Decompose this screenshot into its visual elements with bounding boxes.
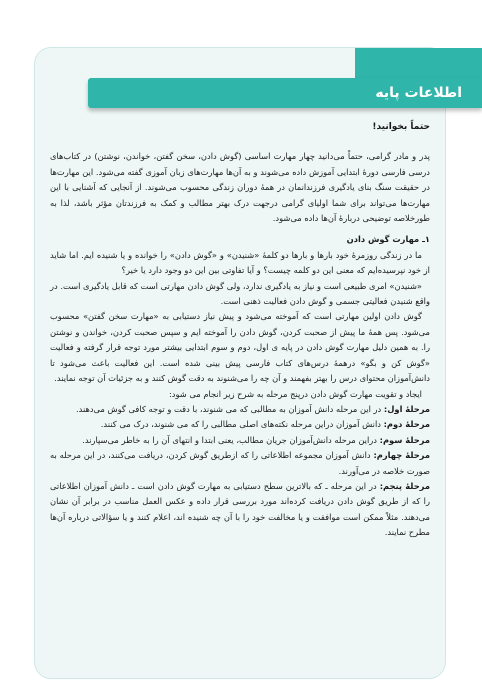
stage-label: مرحلهٔ اول: [383,403,430,414]
stage-item [50,479,430,541]
intro-paragraph: پدر و مادر گرامی، حتماً می‌دانید چهار مهارت اساسی (گوش دادن، سخن گفتن، خواندن، نوشتن) در کتاب‌های درسی فارسی دورهٔ ابتدایی آموزش داده می‌شوند و به آن‌ها مهارت‌های زبان آموزی گفته می‌شود. این مهارت‌ها در حقیقت سنگ بنای یادگیری فرزندانمان در همهٔ دوران زندگی محسوب می‌شوند. از آنجایی که آشنایی با این مهارت‌ها می‌تواند برای شما اولیای گرامی درجهت درک بهتر مطالب و کمک به فرزندتان مؤثر باشد، لذا به طورخلاصه توضیحی دربارهٔ آن‌ها داده می‌شود. [50,151,430,224]
header-bar [88,78,482,108]
section-title: ۱ـ مهارت گوش دادن [346,234,430,245]
paragraph-1: ما در زندگی روزمرهٔ خود بارها و بارها دو کلمهٔ «شنیدن» و «گوش دادن» را خوانده و یا شنیده ایم. اما شاید از خود نپرسیده‌ایم که معنی این دو کلمه چیست؟ و آیا تفاوتی بین این دو وجود دارد یا خیر؟ [50,249,430,276]
paragraph-4: ایجاد و تقویت مهارت گوش دادن درپنج مرحله به شرح زیر انجام می شود: [169,388,422,399]
article [50,120,430,541]
paragraph-3: گوش دادن اولین مهارتی است که آموخته می‌شود و پیش نیاز دستیابی به «مهارت سخن گفتن» محسوب می‌شود. پس همهٔ ما پیش از صحبت کردن، گوش دادن را آموخته ایم و سپس صحبت کردن، خواندن و نوشتن را. به همین دلیل مهارت گوش دادن در پایه ی اول، دوم و سوم ابتدایی بیشتر مورد توجه قرار گرفته و فعالیت «گوش کن و بگو» درهمهٔ درس‌های کتاب فارسی پیش بینی شده است. این فعالیت باعث می‌شود تا دانش‌آموزان محتوای درس را بهتر بفهمند و آن چه را می‌شنوند به دقت گوش کنند و به جزئیات آن توجه نمایند. [50,311,430,384]
stage-item [50,402,430,417]
stage-item [50,448,430,479]
paragraph-2: «شنیدن» امری طبیعی است و نیاز به یادگیری ندارد، ولی گوش دادن مهارتی است که قابل یادگیری است. در واقع شنیدن فعالیتی جسمی و گوش دادن فعالیت ذهنی است. [50,280,430,307]
stage-label: مرحلهٔ پنجم: [379,480,430,491]
stage-item [50,417,430,432]
stage-text: دراین مرحله دانش‌آموزان جریان مطالب، یعنی ابتدا و انتهای آن را به خاطر می‌سپارند. [82,434,380,445]
stage-label: مرحلهٔ دوم: [383,419,430,430]
stage-text: در این مرحله دانش آموزان به مطالبی که می شنوند، با دقت و توجه کافی گوش می‌دهند. [75,403,384,414]
stage-item [50,433,430,448]
stage-label: مرحلهٔ چهارم: [373,450,430,461]
stage-text: دانش آموزان دراین مرحله نکته‌های اصلی مطالبی را که می شنوند، درک می کنند. [100,419,384,430]
stage-label: مرحلهٔ سوم: [379,434,430,445]
header-title: اطلاعات پایه [375,85,462,101]
stage-text: دانش آموزان مجموعه اطلاعاتی را که ازطریق گوش کردن، دریافت می‌کنند، در این مرحله به صورت خلاصه در می‌آورند. [50,450,430,476]
stage-text: در این مرحله ـ که بالاترین سطح دستیابی به مهارت گوش دادن است ـ دانش آموزان اطلاعاتی را که از طریق گوش دادن دریافت کرده‌اند مورد بررسی قرار داده و عکس العمل مناسب در برابر آن نشان می‌دهند. مثلاً ممکن است موافقت و یا مخالفت خود را با آن چه شنیده اند، اعلام کنند و یا سؤالاتی درباره آن‌ها مطرح نمایند. [50,480,430,538]
article-heading: حتماً بخوانید! [372,122,430,132]
